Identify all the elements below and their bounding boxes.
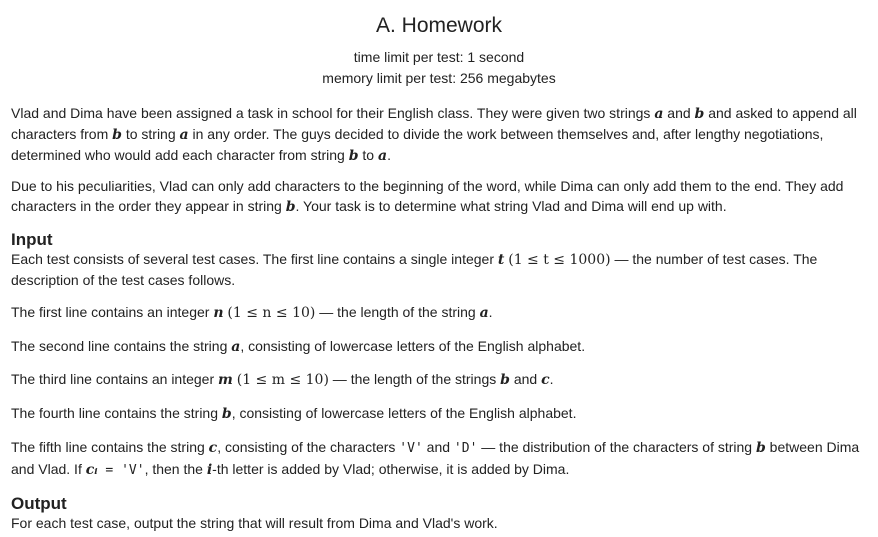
code-char: 'V' xyxy=(399,441,423,456)
text: The third line contains an integer xyxy=(11,371,219,387)
output-heading: Output xyxy=(11,494,67,513)
math-var: c xyxy=(208,440,218,456)
math-range: (1 ≤ t ≤ 1000) xyxy=(508,252,611,268)
text: . xyxy=(387,147,391,163)
input-paragraph-1 xyxy=(11,249,871,290)
text: . Your task is to determine what string Vlad and Dima will end up with. xyxy=(295,198,727,214)
text: -th letter is added by Vlad; otherwise, it is added by Dima. xyxy=(212,461,570,477)
text: . xyxy=(549,371,554,387)
math-var: b xyxy=(755,440,766,456)
text: — the length of the strings xyxy=(328,371,501,387)
math-range: (1 ≤ m ≤ 10) xyxy=(236,372,329,388)
math-var: b xyxy=(112,127,122,143)
math-var: a xyxy=(179,127,189,143)
text: The fifth line contains the string xyxy=(11,439,209,455)
text: characters in the order they appear in string xyxy=(11,198,286,214)
math-var: a xyxy=(479,305,489,321)
math-var: b xyxy=(348,148,359,164)
code-text: = xyxy=(97,463,122,478)
text: and asked to append all xyxy=(704,105,857,121)
text: , consisting of the characters xyxy=(217,439,400,455)
text: The second line contains the string xyxy=(11,338,232,354)
text: and xyxy=(663,105,695,121)
math-var: t xyxy=(497,252,505,268)
text: — the number of test cases. The xyxy=(610,251,818,267)
text: determined who would add each character from string xyxy=(11,147,349,163)
text: , consisting of lowercase letters of the English alphabet. xyxy=(240,338,586,354)
math-var: b xyxy=(694,106,705,122)
text: to xyxy=(358,147,378,163)
code-char: 'D' xyxy=(453,441,478,456)
text: in any order. The guys decided to divide the work between themselves and, after lengthy negotiations, xyxy=(188,126,824,142)
math-var: i xyxy=(206,462,213,478)
math-var: a xyxy=(654,106,664,122)
text: Vlad and Dima have been assigned a task in school for their English class. They were given two strings xyxy=(11,105,655,121)
math-range: (1 ≤ n ≤ 10) xyxy=(227,305,316,321)
output-paragraph: For each test case, output the string that will result from Dima and Vlad's work. xyxy=(11,515,498,531)
math-var: n xyxy=(213,305,224,321)
input-paragraph-6 xyxy=(11,437,871,481)
memory-limit: memory limit per test: 256 megabytes xyxy=(322,70,556,86)
statement-paragraph-1 xyxy=(11,103,871,166)
problem-title: A. Homework xyxy=(375,14,503,37)
text: and Vlad. If xyxy=(11,461,86,477)
text: and xyxy=(509,371,542,387)
text: , then the xyxy=(144,461,207,477)
text: and xyxy=(422,439,454,455)
input-paragraph-5 xyxy=(11,403,871,424)
input-heading: Input xyxy=(11,230,53,249)
math-var: c xyxy=(541,372,550,388)
math-var: a xyxy=(231,339,241,355)
input-paragraph-2 xyxy=(11,302,871,323)
text: The fourth line contains the string xyxy=(11,405,222,421)
text: description of the test cases follows. xyxy=(11,272,236,288)
statement-paragraph-2 xyxy=(11,176,871,217)
text: , consisting of lowercase letters of the English alphabet. xyxy=(231,405,577,421)
input-paragraph-4 xyxy=(11,369,871,390)
text: — the distribution of the characters of string xyxy=(477,439,756,455)
text: — the length of the string xyxy=(315,304,480,320)
text: Due to his peculiarities, Vlad can only add characters to the beginning of the word, while Dima can only add them to the end. They add xyxy=(11,178,844,194)
math-var: b xyxy=(221,406,232,422)
math-var: m xyxy=(218,372,233,388)
text: to string xyxy=(121,126,180,142)
math-var: cᵢ xyxy=(85,462,98,478)
text: . xyxy=(488,304,493,320)
math-var: b xyxy=(500,372,510,388)
input-paragraph-3 xyxy=(11,336,871,357)
text: between Dima xyxy=(765,439,860,455)
math-var: a xyxy=(378,148,388,164)
math-var: b xyxy=(285,199,296,215)
time-limit: time limit per test: 1 second xyxy=(353,49,525,65)
text: characters from xyxy=(11,126,113,142)
code-char: 'V' xyxy=(121,463,145,478)
text: The first line contains an integer xyxy=(11,304,214,320)
text: Each test consists of several test cases. The first line contains a single integer xyxy=(11,251,498,267)
